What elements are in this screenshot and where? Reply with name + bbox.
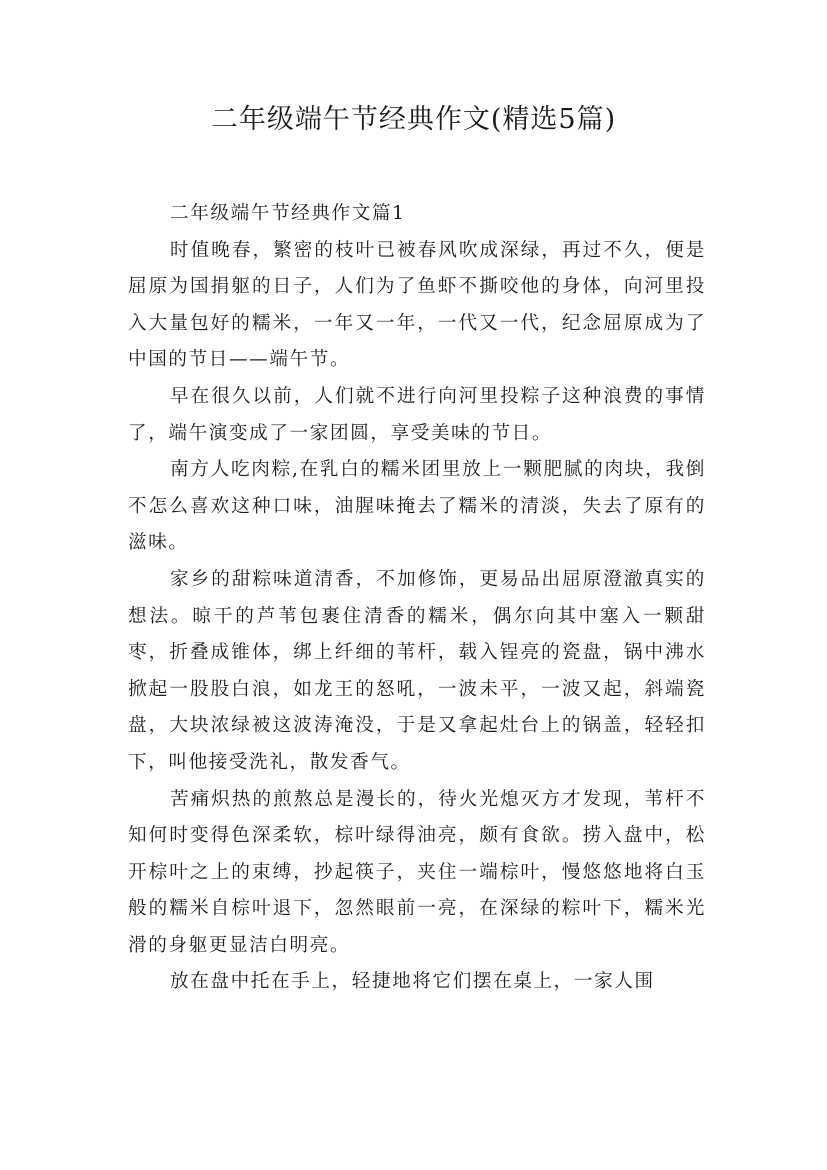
- document-body: [128, 196, 706, 1001]
- paragraph: 苦痛炽热的煎熬总是漫长的，待火光熄灭方才发现，苇杆不知何时变得色深柔软，棕叶绿得油亮，颇有食欲。捞入盘中，松开棕叶之上的束缚，抄起筷子，夹住一端棕叶，慢悠悠地将白玉般的糯米自棕叶退下，忽然眼前一亮，在深绿的粽叶下，糯米光滑的身躯更显洁白明亮。: [128, 788, 706, 956]
- document-title: 二年级端午节经典作文(精选5篇): [210, 104, 617, 135]
- paragraph: 早在很久以前，人们就不进行向河里投粽子这种浪费的事情了，端午演变成了一家团圆，享受美味的节日。: [128, 385, 706, 444]
- paragraph: 时值晚春，繁密的枝叶已被春风吹成深绿，再过不久，便是屈原为国捐躯的日子，人们为了鱼虾不撕咬他的身体，向河里投入大量包好的糯米，一年又一年，一代又一代，纪念屈原成为了中国的节日——端午节。: [128, 239, 706, 371]
- paragraph: 放在盘中托在手上，轻捷地将它们摆在桌上，一家人围: [170, 971, 655, 993]
- paragraph: 家乡的甜粽味道清香，不加修饰，更易品出屈原澄澈真实的想法。晾干的芦苇包裹住清香的糯米，偶尔向其中塞入一颗甜枣，折叠成锥体，绑上纤细的苇杆，载入锃亮的瓷盘，锅中沸水掀起一股股白浪，如龙王的怒吼，一波未平，一波又起，斜端瓷盘，大块浓绿被这波涛淹没，于是又拿起灶台上的锅盖，轻轻扣下，叫他接受洗礼，散发香气。: [128, 568, 706, 773]
- paragraph: 南方人吃肉粽,在乳白的糯米团里放上一颗肥腻的肉块，我倒不怎么喜欢这种口味，油腥味掩去了糯米的清淡，失去了原有的滋味。: [128, 459, 706, 554]
- section-heading: 二年级端午节经典作文篇1: [170, 203, 406, 224]
